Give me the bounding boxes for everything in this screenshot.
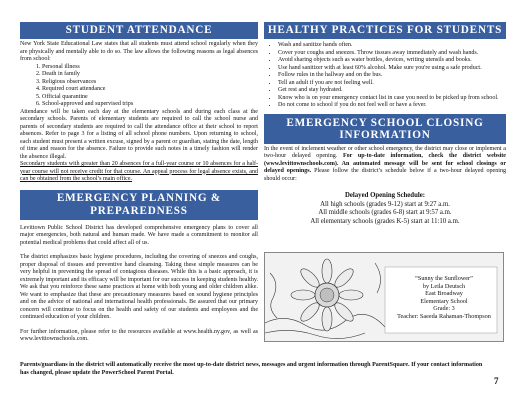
- emergency-closing-heading: [264, 114, 506, 144]
- right-column: [264, 22, 506, 226]
- closing-text-start: In the event of inclement weather or other school emergency, the district may close or implement a two-hour delayed opening.: [264, 145, 506, 159]
- emergency-paragraph-3: For further information, please refer to the resources available at www.health.ny.gov, as well as www.levittownschools.com.: [20, 328, 258, 342]
- list-item: • Do not come to school if you do not feel well or have a fever.: [278, 102, 506, 110]
- artwork-title: “Sunny the Sunflower”: [415, 275, 473, 282]
- artwork-school-line-2: Elementary School: [420, 297, 468, 305]
- list-item: • Know who is on your emergency contact list in case you need to be picked up from school.: [278, 95, 506, 103]
- list-item: • Wash and sanitize hands often.: [278, 42, 506, 50]
- artwork-grade: Grade: 3: [433, 305, 455, 313]
- list-item: • Cover your coughs and sneezes. Throw tissues away immediately and wash hands.: [278, 50, 506, 58]
- attendance-credit-policy: Secondary students with greater than 20 absences for a full-year course or 10 absences for a half-year course will not receive credit for that course. An appeal process for legal absence exists, and can be obtained from the school’s main office.: [20, 161, 258, 182]
- list-item: 5. Official quarantine: [42, 94, 258, 102]
- attendance-body: Attendance will be taken each day at the elementary schools and during each class at the secondary schools. Parents of elementary students are required to call the school nurse and parents of secondary students are required to call the attendance office at their school to report absences. Refer to page 3 for a listing of all school phone numbers. Upon returning to school, each student must present a written excuse, signed by a parent or guardian, stating the date, length of time and reason for the absence. Failure to provide such notes in a timely fashion will render the absence illegal.: [20, 108, 258, 160]
- attendance-heading: STUDENT ATTENDANCE: [20, 22, 258, 39]
- list-item: • Avoid sharing objects such as water bottles, devices, writing utensils and books.: [278, 57, 506, 65]
- healthy-practices-heading: HEALTHY PRACTICES FOR STUDENTS: [264, 22, 506, 39]
- page-number: 7: [494, 376, 499, 386]
- closing-text-end: Please follow the district’s schedule below if a two-hour delayed opening should occur:: [264, 168, 506, 182]
- closing-info: [264, 146, 506, 184]
- artwork-school-line-1: East Broadway: [425, 290, 463, 298]
- list-item: 4. Required court attendance: [42, 86, 258, 94]
- attendance-intro: New York State Educational Law states that all students must attend school regularly when they are physically and mentally able to do so. The law allows the following reasons as legal absences from school:: [20, 41, 258, 62]
- list-item: 3. Religious observances: [42, 79, 258, 87]
- emergency-paragraph-1: Levittown Public School District has developed comprehensive emergency plans to cover all major emergencies, both natural and human made. We have made a commitment to monitor all potential medical problems that could affect all of us.: [20, 224, 258, 246]
- schedule-line: All elementary schools (grades K-5) start at 11:10 a.m.: [310, 217, 460, 225]
- list-item: • Follow rules in the hallway and on the bus.: [278, 72, 506, 80]
- list-item: 2. Death in family: [42, 71, 258, 79]
- list-item: 1. Personal illness: [42, 64, 258, 72]
- closing-text-bold: For up-to-date information, check the district website (www.levittownschools.com). An automated message will be sent for school closings or delayed openings.: [264, 153, 506, 174]
- left-column: [20, 22, 258, 344]
- emergency-paragraph-2: The district emphasizes basic hygiene procedures, including the covering of sneezes and coughs, proper disposal of tissues and preventive hand cleansing. Taking these simple measures can be very helpful in preventing the spread of contagious diseases. While this is a basic approach, it is extremely important and its efficacy will be important for our success in keeping students healthy. We ask that you reinforce these same practices at home with both young and older children alike. We want to emphasize that these are precautionary measures based on sound hygiene principles and on the advice of national and international health professionals. Be assured that our primary concern will continue to focus on the health and safety of our students and employees and the continued education of your children.: [20, 254, 258, 320]
- absence-reasons-list: [20, 64, 258, 109]
- artwork-teacher: Teacher: Saeeda Rahaman-Thompson: [397, 312, 491, 320]
- healthy-practices-list: [264, 42, 506, 110]
- artwork-artist: by Leila Deutsch: [422, 282, 466, 290]
- artwork-caption: [392, 275, 496, 321]
- closing-heading-line-1: EMERGENCY SCHOOL CLOSING: [286, 116, 484, 129]
- closing-heading-line-2: INFORMATION: [339, 128, 431, 141]
- list-item: • Get rest and stay hydrated.: [278, 87, 506, 95]
- schedule-line: All middle schools (grades 6-8) start at 9:57 a.m.: [318, 209, 452, 217]
- schedule-title: Delayed Opening Schedule:: [344, 192, 426, 199]
- schedule-line: All high schools (grades 9-12) start at 9:27 a.m.: [320, 200, 450, 208]
- list-item: • Use hand sanitizer with at least 60% alcohol. Make sure you're using a safe product.: [278, 65, 506, 73]
- list-item: • Tell an adult if you are not feeling well.: [278, 80, 506, 88]
- emergency-planning-heading: EMERGENCY PLANNING & PREPAREDNESS: [20, 190, 258, 220]
- list-item: 6. School-approved and supervised trips: [42, 101, 258, 109]
- parentsquare-footer-note: Parents/guardians in the district will automatically receive the most up-to-date district news, messages and urgent information through ParentSquare. If your contact information has changed, please update the PowerSchool Parent Portal.: [20, 362, 483, 376]
- delayed-opening-schedule: [264, 192, 506, 226]
